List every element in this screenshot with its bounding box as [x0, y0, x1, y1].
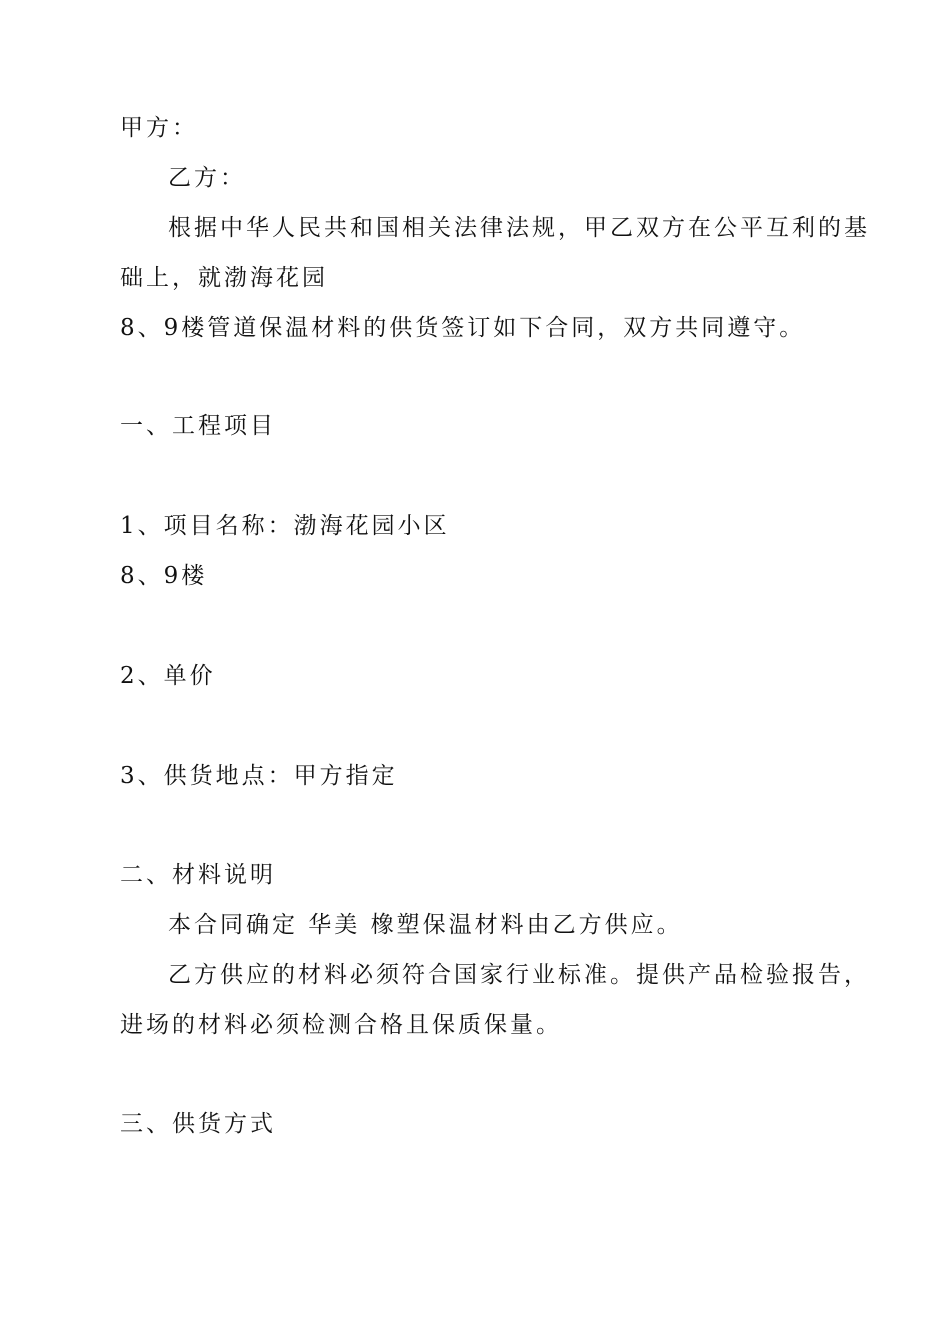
party-a-label: 甲方： [120, 115, 198, 141]
section-2-heading: 二、材料说明 [120, 862, 276, 888]
section-1-heading: 一、工程项目 [120, 413, 276, 439]
project-name-item: 1、项目名称：渤海花园小区 [120, 513, 450, 539]
party-b-label: 乙方： [168, 165, 246, 191]
material-para-2-line-2: 进场的材料必须检测合格且保质保量。 [120, 1012, 562, 1038]
project-name-continued: 8、9楼 [120, 563, 208, 589]
material-para-2-line-1: 乙方供应的材料必须符合国家行业标准。提供产品检验报告， [168, 962, 870, 988]
preamble-line-1: 根据中华人民共和国相关法律法规，甲乙双方在公平互利的基 [168, 215, 870, 241]
section-3-heading: 三、供货方式 [120, 1111, 276, 1137]
unit-price-item: 2、单价 [120, 663, 216, 689]
preamble-line-2: 础上，就渤海花园 [120, 265, 328, 291]
delivery-location-item: 3、供货地点：甲方指定 [120, 763, 398, 789]
preamble-line-3: 8、9楼管道保温材料的供货签订如下合同，双方共同遵守。 [120, 315, 806, 341]
material-para-1: 本合同确定 华美 橡塑保温材料由乙方供应。 [168, 912, 683, 938]
